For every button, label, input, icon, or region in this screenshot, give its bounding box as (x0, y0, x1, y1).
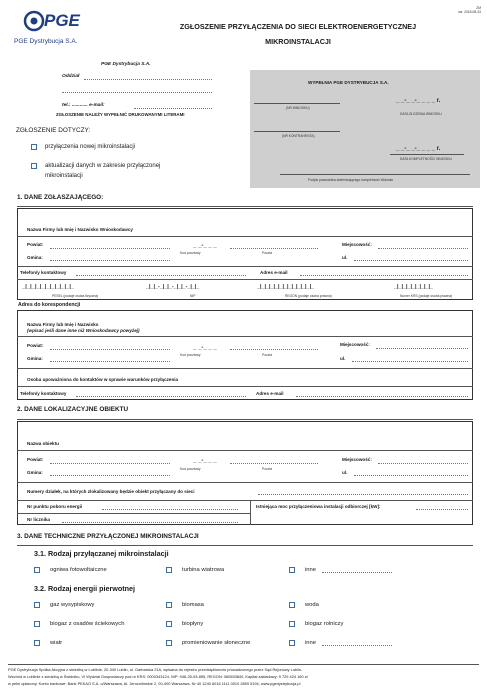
firm2-field[interactable] (17, 336, 473, 337)
checkbox-water[interactable] (289, 602, 295, 608)
checkbox-wind[interactable] (34, 640, 40, 646)
regon-label: REGON (podaje osoba prawna) (285, 294, 332, 298)
data-kompletnosci-label: DATA KOMPLETNOŚCI WNIOSKU (400, 157, 452, 161)
checkbox-new-installation[interactable] (31, 144, 37, 150)
upowazniona-field[interactable] (17, 386, 473, 387)
ul2-label: ul. (340, 356, 346, 361)
other-1-field[interactable] (322, 572, 392, 573)
loc-kod-label: Kod pocztowy (180, 467, 201, 471)
loc-gmina-field[interactable] (50, 475, 170, 476)
checkbox-other-2[interactable] (289, 640, 295, 646)
object-name-label: Nazwa obiektu (27, 441, 59, 446)
kod2-label: Kod pocztowy (180, 353, 201, 357)
kod2-mask: _ _-_ _ _ (193, 345, 217, 351)
checkbox-landfill-gas[interactable] (34, 602, 40, 608)
email2-label: Adres e-mail (256, 391, 284, 396)
ppe-field[interactable] (102, 509, 238, 510)
option-biomass: biomasa (182, 602, 204, 608)
checkbox-wind-turbine[interactable] (166, 567, 172, 573)
miejscowosc2-label: Miejscowość: (340, 342, 370, 347)
miejscowosc2-field[interactable] (376, 348, 468, 349)
sep-6 (17, 513, 250, 514)
email-field[interactable] (300, 275, 468, 276)
checkbox-biomass[interactable] (166, 602, 172, 608)
data-kompletnosci-line (390, 154, 464, 155)
gmina-label: Gmina: (27, 255, 43, 260)
poczta-field[interactable] (230, 248, 318, 249)
loc-poczta-label: Poczta (262, 467, 273, 471)
office-use-box (250, 70, 480, 188)
dzialki-label: Numery działek, na których zlokalizowany będzie obiekt przyłączany do sieci (27, 489, 195, 494)
kod-label: Kod pocztowy (180, 251, 201, 255)
checkbox-pv[interactable] (34, 567, 40, 573)
nr-wniosku-label: (NR WNIOSKU) (286, 106, 310, 110)
ul-label: ul. (342, 255, 348, 260)
option-agri-biogas: biogaz rolniczy (305, 621, 344, 627)
footer-line1: PGE Dystrybucja Spółka Akcyjna z siedzibą w Lublinie, 20-340 Lublin, ul. Garbarska 21A, wpisana do rejestru przedsiębiorców prowadzonego przez Sąd Rejonowy Lublin- (8, 667, 303, 672)
poczta2-field[interactable] (230, 349, 318, 350)
option-pv: ogniwa fotowoltaiczne (50, 567, 107, 573)
loc-ul-label: ul. (342, 470, 348, 475)
nip-mask[interactable]: _|_|_-_|_|_-_|_|_-_|_|_ (146, 284, 200, 290)
document-code (458, 6, 481, 14)
pesel-mask[interactable]: _|_|_|_|_|_|_|_|_|_|_ (22, 284, 75, 290)
location-box (17, 421, 473, 525)
pesel-label: PESEL (podaje osoba fizyczna) (52, 294, 99, 298)
loc-poczta-field[interactable] (230, 463, 318, 464)
dzialki-field[interactable] (258, 494, 468, 495)
signature-line (280, 174, 470, 175)
title-line2: MIKROINSTALACJI (265, 37, 331, 46)
section2-rule (17, 419, 473, 420)
addressee-note: ZGŁOSZENIE NALEŻY WYPEŁNIĆ DRUKOWANYMI LITERAMI (56, 112, 185, 117)
powiat2-field[interactable] (50, 349, 170, 350)
checkbox-sewage-biogas[interactable] (34, 621, 40, 627)
regon-mask[interactable]: _|_|_|_|_|_|_|_|_|_|_|_|_ (257, 284, 315, 290)
option-new-installation: przyłączenia nowej mikroinstalacji (45, 144, 136, 150)
addressee-contact: tel.: ............ e-mail: (62, 103, 105, 108)
tel2-field[interactable] (76, 396, 246, 397)
sep-4 (17, 482, 473, 483)
powiat2-label: Powiat: (27, 343, 44, 348)
section3-title: 3. DANE TECHNICZNE PRZYŁĄCZONEJ MIKROINSTALACJI (17, 533, 199, 540)
title-line1: ZGŁOSZENIE PRZYŁĄCZENIA DO SIECI ELEKTROENERGETYCZNEJ (179, 22, 417, 31)
checkbox-other-1[interactable] (289, 567, 295, 573)
sep-5 (17, 500, 473, 501)
email-field-top[interactable] (134, 108, 212, 109)
footer-line3: w pełni opłacony. Konto bankowe: Bank PEKAO S.A. o/Warszawa, Al. Jerozolimskie 2, 00-400 Warszawa, Nr 40 1240 6016 1111 0010 2859 5194, www.pgedystrybucja.pl (8, 681, 301, 686)
tel-label: Telefon/y kontaktowy (20, 270, 67, 275)
option-solar: promieniowanie słoneczne (182, 640, 251, 646)
option-landfill-gas: gaz wysypiskowy (50, 602, 95, 608)
signature-label: Podpis pracownika stwierdzającego kompletność Wniosku (308, 178, 394, 182)
checkbox-agri-biogas[interactable] (289, 621, 295, 627)
logo-company: PGE Dystrybucja S.A. (14, 38, 78, 45)
document-title (128, 22, 468, 46)
addressee-company: PGE Dystrybucja S.A. (101, 62, 151, 67)
loc-miejscowosc-label: Miejscowość: (342, 457, 372, 462)
option-other-2: inne (305, 640, 316, 646)
checkbox-bioliquids[interactable] (166, 621, 172, 627)
moc-field[interactable] (416, 509, 468, 510)
loc-kod-mask: _ _-_ _ _ (193, 458, 217, 464)
sub31-title: 3.1. Rodzaj przyłączanej mikroinstalacji (34, 549, 169, 558)
firm-label: Nazwa Firmy lub Imię i Nazwisko Wnioskodawcy (27, 227, 133, 232)
kod-mask: _ _-_ _ _ (193, 243, 217, 249)
nr-kontrahenta-line (254, 131, 340, 132)
firm2-note: (wpisać jeśli dane inne niż Wnioskodawcy powyżej) (27, 328, 140, 333)
option-sewage-biogas: biogaz z osadów ściekowych (50, 621, 125, 627)
request-type (16, 127, 236, 179)
upowazniona-label: Osoba upoważniona do kontaktów w sprawie warunków przyłączenia (27, 377, 179, 382)
document-code-line2: ws. 2018-08-24 (458, 10, 481, 14)
address-field[interactable] (62, 92, 212, 93)
loc-powiat-label: Powiat: (27, 457, 44, 462)
firm-field[interactable] (17, 236, 473, 237)
nip-label: NIP (190, 294, 196, 298)
ul2-field[interactable] (352, 361, 468, 362)
option-other-1: inne (305, 567, 316, 573)
section3-rule (17, 545, 473, 546)
footer (8, 667, 479, 686)
option-bioliquids: biopłyny (182, 621, 204, 627)
krs-label: Numer KRS (podaje osoba prawna) (400, 294, 453, 298)
powiat-label: Powiat: (27, 242, 44, 247)
option-wind: wiatr (50, 640, 63, 646)
pge-logo (14, 6, 92, 50)
section2-title: 2. DANE LOKALIZACYJNE OBIEKTU (17, 406, 129, 413)
sep-2 (17, 279, 473, 280)
logo-brand: PGE (44, 11, 80, 30)
sep-3 (17, 368, 473, 369)
licznik-label: Nr licznika (27, 517, 50, 522)
option-update-data-2: mikroinstalacji (45, 173, 83, 179)
checkbox-solar[interactable] (166, 640, 172, 646)
object-name-field[interactable] (17, 450, 473, 451)
gmina2-field[interactable] (50, 361, 170, 362)
email-label: Adres e-mail (260, 270, 288, 275)
korespondencja-title: Adres do korespondencji (18, 302, 81, 308)
miejscowosc-label: Miejscowość: (342, 242, 372, 247)
sub32-title: 3.2. Rodzaj energii pierwotnej (34, 584, 136, 593)
data-kompletnosci-mask: _ _-_ _-_ _ _ _ r. (396, 146, 441, 152)
addressee-oddzial: Oddział (62, 74, 80, 79)
licznik-field[interactable] (62, 522, 238, 523)
document-code-line1: ZM (476, 6, 481, 10)
ul-field[interactable] (354, 260, 468, 261)
nr-wniosku-line (254, 103, 340, 104)
krs-mask[interactable]: _|_|_|_|_|_|_|_|_ (394, 284, 434, 290)
oddzial-field[interactable] (84, 79, 212, 80)
footer-line2: Wschód w Lublinie z siedzibą w Świdniku, VI Wydział Gospodarczy pod nr KRS: 0000343124, NIP: 946-25-93-855, REGON: 060553840, Kapitał zakładowy: 9 729 424 160 zł (8, 674, 308, 679)
sep-vertical (250, 500, 251, 525)
option-update-data: aktualizacji danych w zakresie przyłączonej (45, 163, 161, 169)
checkbox-update-data[interactable] (31, 163, 37, 169)
gmina2-label: Gmina: (27, 356, 43, 361)
section1-title: 1. DANE ZGŁASZAJĄCEGO: (17, 194, 104, 201)
data-zlozenia-label: DATA ZŁOŻENIA WNIOSKU (400, 112, 442, 116)
section1-rule (17, 206, 473, 207)
ppe-label: Nr punktu poboru energii (27, 504, 83, 509)
other-2-field[interactable] (322, 645, 392, 646)
firm2-label: Nazwa Firmy lub Imię i Nazwisko (27, 322, 99, 327)
powiat-field[interactable] (50, 248, 170, 249)
tel-field[interactable] (76, 275, 246, 276)
loc-miejscowosc-field[interactable] (378, 463, 468, 464)
poczta-label: Poczta (262, 251, 273, 255)
data-zlozenia-mask: _ _-_ _-_ _ _ _ r. (396, 98, 441, 104)
option-wind-turbine: turbina wiatrowa (182, 567, 225, 573)
option-water: woda (305, 602, 319, 608)
gmina-field[interactable] (50, 260, 170, 261)
miejscowosc-field[interactable] (378, 248, 468, 249)
tel2-label: Telefon/y kontaktowy (20, 391, 67, 396)
poczta2-label: Poczta (262, 353, 273, 357)
office-box-header: WYPEŁNIA PGE DYSTRYBUCJA S.A. (308, 80, 389, 85)
loc-gmina-label: Gmina: (27, 470, 43, 475)
email2-field[interactable] (296, 396, 468, 397)
request-title: ZGŁOSZENIE DOTYCZY: (16, 127, 91, 134)
moc-label: Istniejąca moc przyłączeniowa instalacji odbiorczej [kW]: (256, 504, 381, 509)
loc-powiat-field[interactable] (50, 463, 170, 464)
loc-ul-field[interactable] (354, 475, 468, 476)
nr-kontrahenta-label: (NR KONTRAHENTA) (282, 134, 315, 138)
footer-rule (8, 664, 479, 665)
sep-1 (17, 266, 473, 267)
